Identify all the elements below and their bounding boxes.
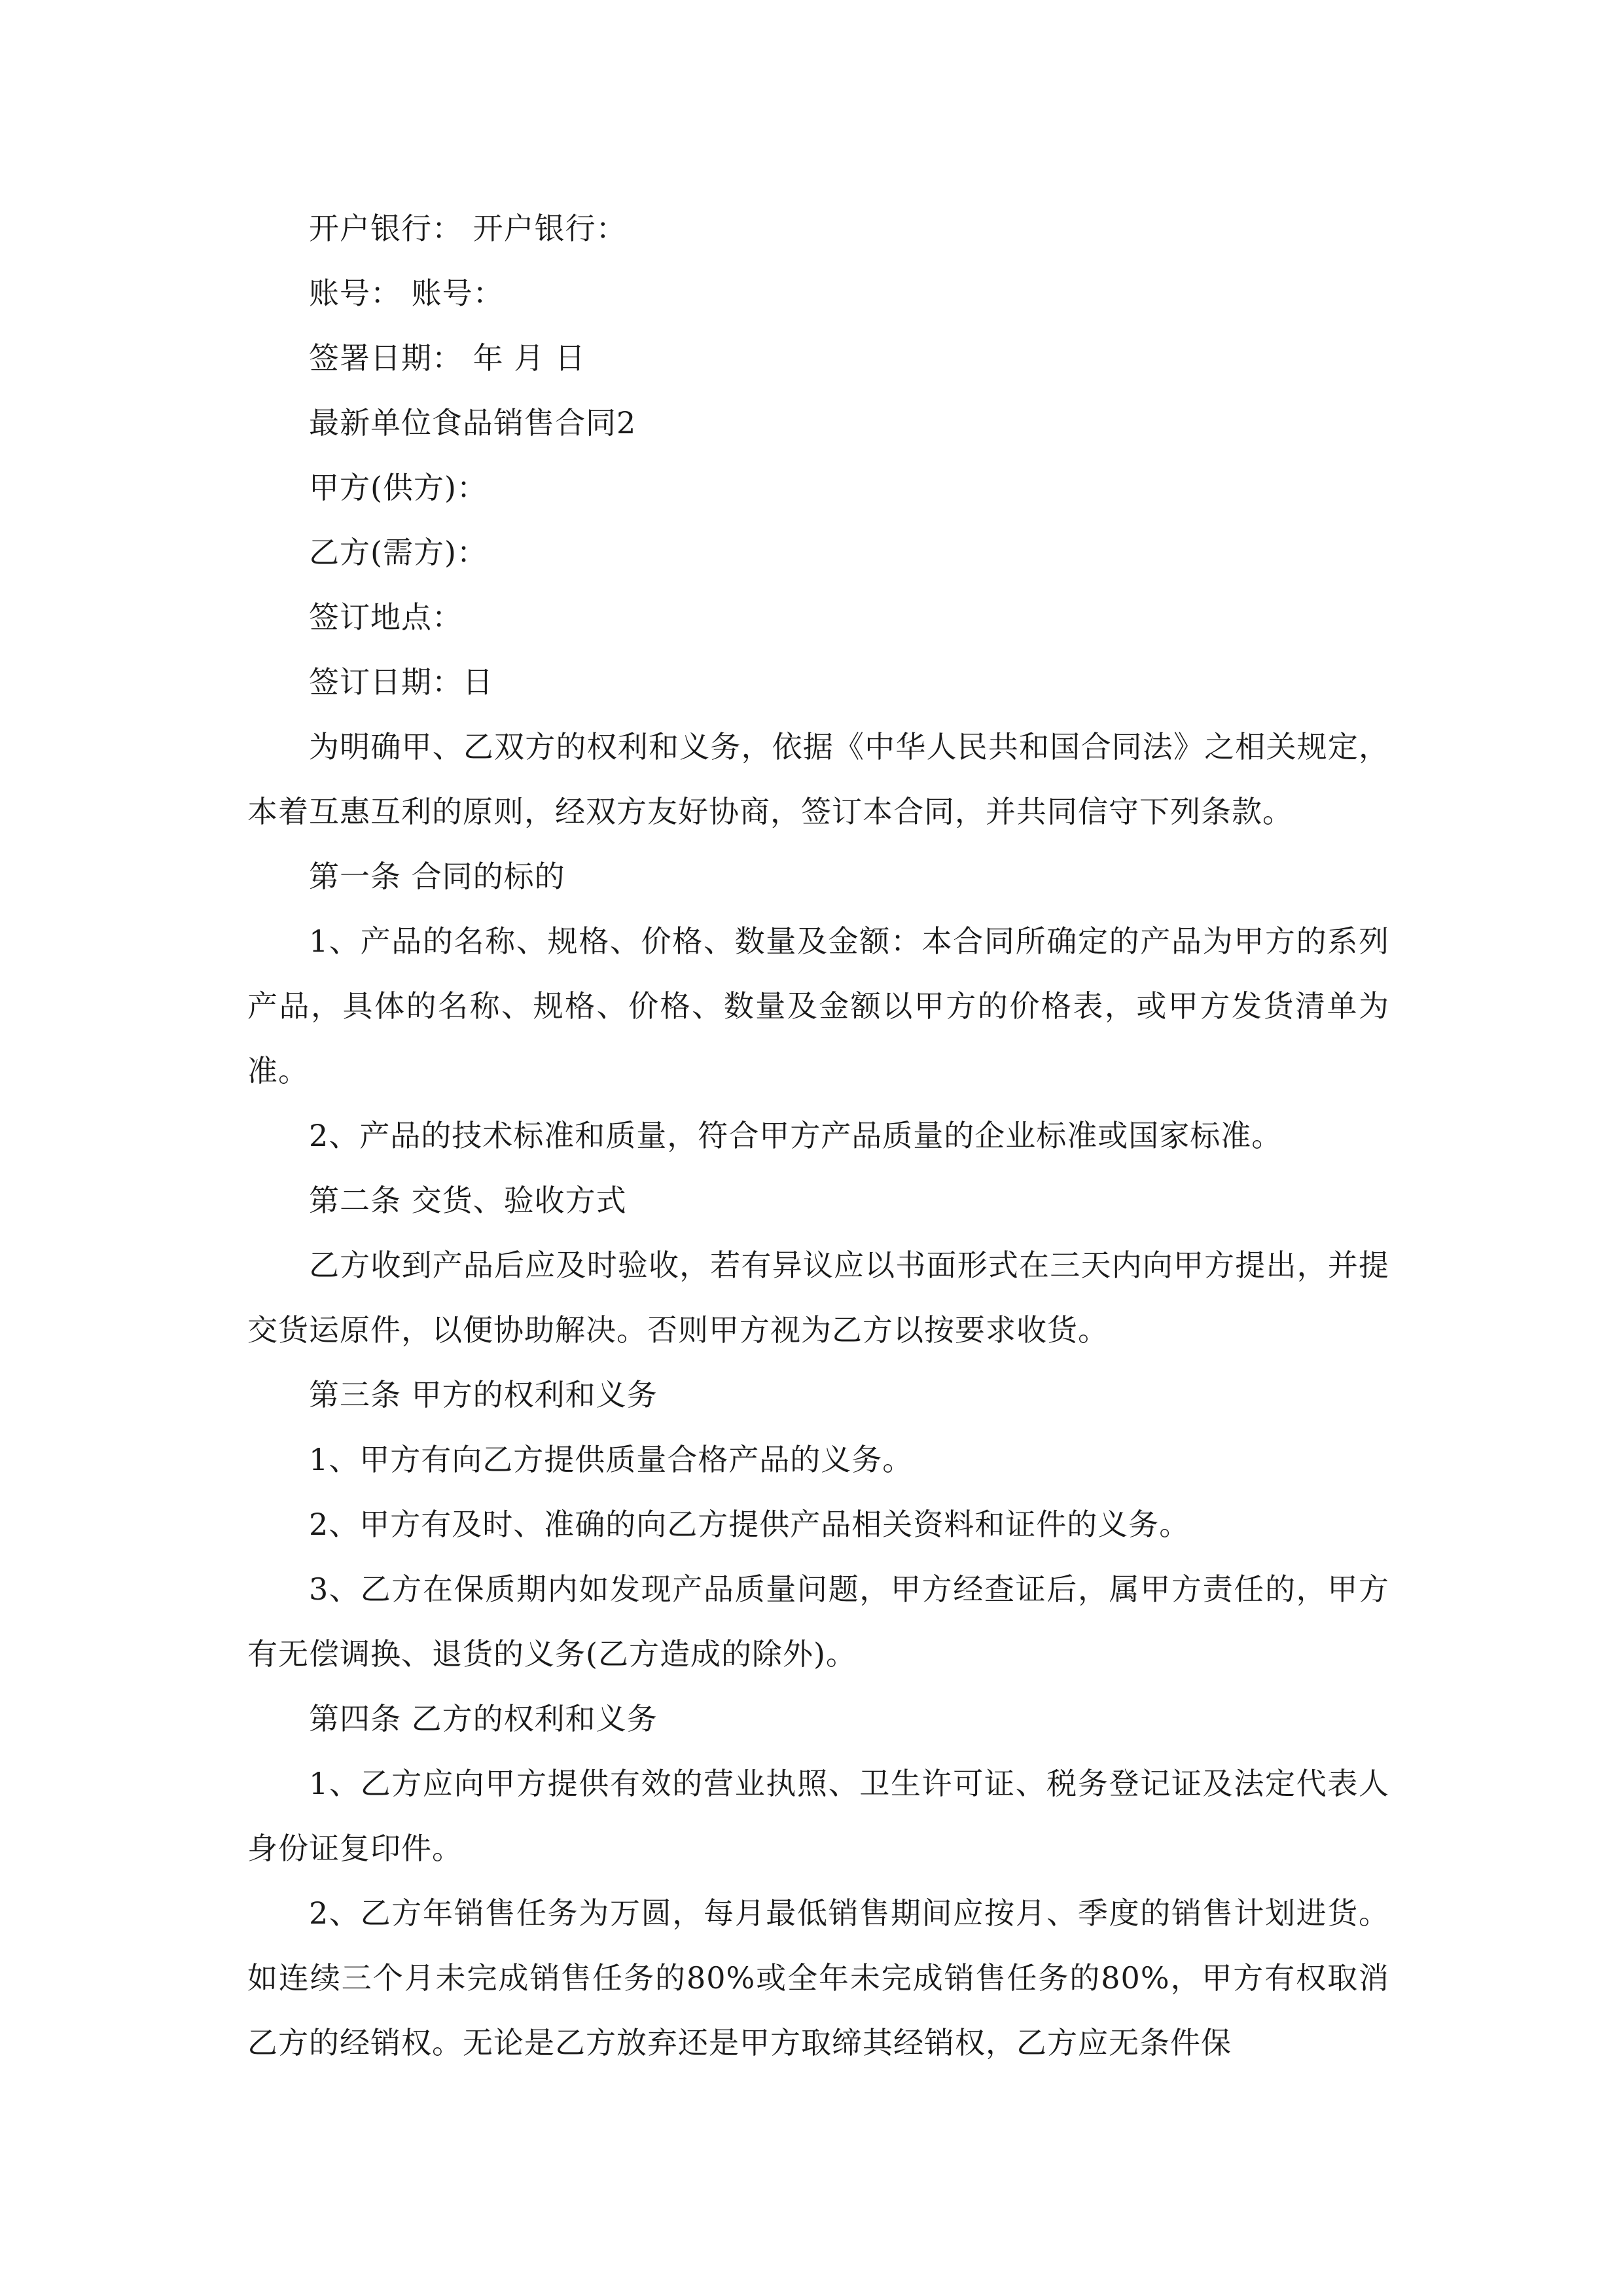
article-3-clause-3: 3、乙方在保质期内如发现产品质量问题，甲方经查证后，属甲方责任的，甲方有无偿调换、退货的义务(乙方造成的除外)。 [247,1571,1389,1672]
article-3-heading: 第三条 甲方的权利和义务 [309,1377,658,1412]
article-1-clause-1: 1、产品的名称、规格、价格、数量及金额：本合同所确定的产品为甲方的系列产品，具体的名称、规格、价格、数量及金额以甲方的价格表，或甲方发货清单为准。 [247,924,1389,1088]
account-line: 账号： 账号： [309,276,504,311]
article-4-clause-2: 2、乙方年销售任务为万圆，每月最低销售期间应按月、季度的销售计划进货。如连续三个月未完成销售任务的80%或全年未完成销售任务的80%，甲方有权取消乙方的经销权。无论是乙方放弃还是甲方取缔其经销权，乙方应无条件保 [247,1895,1389,2060]
article-2-heading: 第二条 交货、验收方式 [309,1183,627,1218]
bank-line: 开户银行： 开户银行： [309,211,627,246]
document-body [247,196,1389,2075]
preamble-paragraph: 为明确甲、乙双方的权利和义务，依据《中华人民共和国合同法》之相关规定，本着互惠互利的原则，经双方友好协商，签订本合同，并共同信守下列条款。 [247,729,1389,829]
signing-date-line-2: 签订日期：日 [309,664,493,700]
signing-date-line: 签署日期： 年 月 日 [309,340,586,376]
article-3-clause-1: 1、甲方有向乙方提供质量合格产品的义务。 [309,1442,914,1477]
contract-title: 最新单位食品销售合同2 [309,405,637,440]
article-2-body: 乙方收到产品后应及时验收，若有异议应以书面形式在三天内向甲方提出，并提交货运原件，以便协助解决。否则甲方视为乙方以按要求收货。 [247,1247,1389,1348]
party-a-line: 甲方(供方)： [309,470,488,505]
signing-place-line: 签订地点： [309,600,463,635]
article-1-heading: 第一条 合同的标的 [309,859,565,894]
article-3-clause-2: 2、甲方有及时、准确的向乙方提供产品相关资料和证件的义务。 [309,1507,1190,1542]
article-4-clause-1: 1、乙方应向甲方提供有效的营业执照、卫生许可证、税务登记证及法定代表人身份证复印件。 [247,1766,1389,1866]
article-1-clause-2: 2、产品的技术标准和质量，符合甲方产品质量的企业标准或国家标准。 [309,1118,1283,1153]
article-4-heading: 第四条 乙方的权利和义务 [309,1701,658,1736]
party-b-line: 乙方(需方)： [309,535,488,570]
